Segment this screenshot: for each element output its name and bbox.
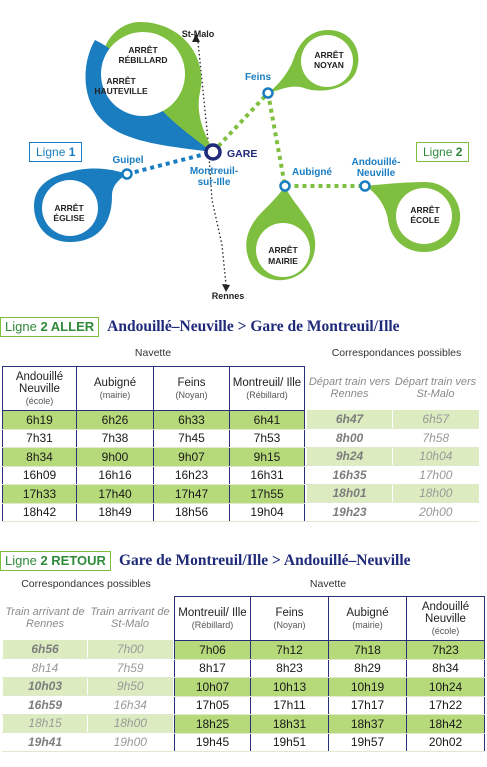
aller-nav-cell: 6h26 [77, 411, 154, 430]
aller-nav-header [77, 367, 154, 411]
railway-line [198, 42, 226, 285]
retour-corr-cell: 7h59 [88, 659, 173, 678]
aller-nav-header [3, 367, 77, 411]
aller-corr-cell: 7h58 [393, 429, 479, 448]
aller-corr-cell: 6h57 [393, 410, 479, 429]
station-gare [206, 145, 220, 159]
aller-corr-cell: 20h00 [393, 503, 479, 522]
aller-nav-cell: 6h41 [230, 411, 305, 430]
retour-nav-header-sub: (mairie) [352, 619, 383, 630]
aller-nav-header-sub: (école) [25, 395, 54, 406]
retour-nav-cell: 19h57 [329, 733, 407, 752]
retour-corr-header: Train arrivant de Rennes [5, 606, 85, 630]
aller-corr-row [307, 447, 479, 466]
aller-corr-cell: 10h04 [393, 447, 479, 466]
pin-rebillard-l2: RÉBILLARD [118, 55, 168, 65]
line1-tag-prefix: Ligne [36, 145, 66, 159]
retour-corr-cell: 18h15 [3, 714, 88, 733]
label-andouille-2: Neuville [356, 168, 396, 179]
aller-nav-cell: 18h56 [154, 503, 230, 522]
retour-corr-cell: 7h00 [88, 640, 173, 659]
label-guipel: Guipel [112, 155, 144, 166]
label-andouille-1: Andouillé- [351, 157, 401, 168]
retour-nav-row [175, 733, 485, 752]
retour-corr-row [3, 677, 173, 696]
pin-noyan-l2: NOYAN [314, 60, 344, 70]
pin-mairie-l2: MAIRIE [268, 256, 298, 266]
retour-nav-cell: 20h02 [407, 733, 485, 752]
retour-nav-cell: 17h22 [407, 696, 485, 715]
retour-nav-header [407, 597, 485, 641]
retour-nav-cell: 7h12 [251, 641, 329, 660]
aller-nav-cell: 6h19 [3, 411, 77, 430]
retour-nav-cell: 7h06 [175, 641, 251, 660]
pin-hauteville-l2: HAUTEVILLE [94, 86, 148, 96]
retour-nav-cell: 8h17 [175, 659, 251, 678]
aller-tag-bold: 2 ALLER [40, 319, 95, 334]
aller-navette-label: Navette [134, 347, 172, 359]
retour-nav-row [175, 696, 485, 715]
retour-nav-header [251, 597, 329, 641]
aller-nav-header-sub: (Rébillard) [246, 389, 288, 400]
pin-noyan-l1: ARRÊT [314, 50, 344, 60]
aller-nav-cell: 19h04 [230, 503, 305, 522]
aller-nav-cell: 16h23 [154, 466, 230, 485]
aller-nav-cell: 17h33 [3, 485, 77, 504]
retour-tag-prefix: Ligne [5, 553, 37, 568]
aller-nav-header [230, 367, 305, 411]
station-guipel [123, 170, 132, 179]
line1-tag [29, 142, 82, 162]
retour-nav-header-name: Montreuil/ Ille [178, 606, 247, 619]
retour-nav-cell: 10h19 [329, 678, 407, 697]
retour-header [0, 550, 411, 572]
aller-nav-cell: 9h07 [154, 448, 230, 467]
label-rennes: Rennes [211, 291, 245, 301]
retour-nav-header-name: Aubigné [346, 606, 389, 619]
station-feins [264, 89, 273, 98]
retour-tag-bold: 2 RETOUR [40, 553, 106, 568]
aller-nav-header-name: Feins [177, 376, 206, 389]
aller-nav-cell: 16h31 [230, 466, 305, 485]
label-montreuil-2: sur-Ille [197, 177, 231, 188]
retour-nav-cell: 17h05 [175, 696, 251, 715]
retour-corr-cell: 10h03 [3, 677, 88, 696]
aller-corr-label: Correspondances possibles [331, 347, 462, 359]
aller-nav-cell: 17h47 [154, 485, 230, 504]
retour-nav-cell: 18h25 [175, 715, 251, 734]
retour-nav-header-sub: (école) [431, 625, 460, 636]
retour-corr-cell: 9h50 [88, 677, 173, 696]
retour-nav-cell: 18h31 [251, 715, 329, 734]
retour-navette-table [174, 596, 485, 752]
retour-corr-row [3, 733, 173, 752]
aller-corr-cell: 18h00 [393, 484, 479, 503]
aller-nav-cell: 16h09 [3, 466, 77, 485]
retour-nav-cell: 18h37 [329, 715, 407, 734]
aller-corr-cell: 9h24 [307, 447, 393, 466]
retour-nav-cell: 18h42 [407, 715, 485, 734]
aller-corr-cell: 6h47 [307, 410, 393, 429]
retour-corr-header: Train arrivant de St-Malo [90, 606, 170, 630]
pin-ecole-l2: ÉCOLE [410, 215, 440, 225]
aller-corr-row [307, 484, 479, 503]
retour-corr-cell: 18h00 [88, 714, 173, 733]
retour-corr-cell: 6h56 [3, 640, 88, 659]
aller-nav-cell: 9h00 [77, 448, 154, 467]
retour-nav-cell: 17h17 [329, 696, 407, 715]
aller-corr-row [307, 429, 479, 448]
retour-nav-row [175, 715, 485, 734]
aller-nav-cell: 7h53 [230, 429, 305, 448]
aller-nav-header-name: Aubigné [93, 376, 137, 389]
retour-nav-cell: 19h51 [251, 733, 329, 752]
retour-nav-cell: 10h07 [175, 678, 251, 697]
retour-nav-cell: 10h24 [407, 678, 485, 697]
aller-nav-row [3, 503, 305, 522]
aller-nav-cell: 16h16 [77, 466, 154, 485]
retour-corr-cell: 16h34 [88, 696, 173, 715]
retour-nav-cell: 7h23 [407, 641, 485, 660]
label-aubigne: Aubigné [292, 167, 332, 178]
retour-nav-cell: 8h34 [407, 659, 485, 678]
aller-nav-cell: 18h42 [3, 503, 77, 522]
aller-corr-cell: 19h23 [307, 503, 393, 522]
label-st-malo: St-Malo [181, 29, 215, 39]
retour-navette-label: Navette [309, 578, 347, 590]
aller-nav-cell: 18h49 [77, 503, 154, 522]
retour-corr-row [3, 696, 173, 715]
aller-corr-header: Départ train vers St-Malo [394, 376, 477, 400]
aller-corr-cell: 17h00 [393, 466, 479, 485]
aller-nav-cell: 8h34 [3, 448, 77, 467]
retour-nav-cell: 17h11 [251, 696, 329, 715]
station-andouille [361, 182, 370, 191]
pin-rebillard-l1: ARRÊT [128, 45, 158, 55]
pin-eglise-l2: ÉGLISE [53, 213, 85, 223]
aller-tag [0, 317, 99, 337]
retour-nav-header [175, 597, 251, 641]
label-gare: GARE [227, 148, 258, 160]
retour-title: Gare de Montreuil/Ille > Andouillé–Neuville [118, 552, 411, 569]
retour-nav-header-name: Andouillé Neuville [421, 600, 470, 625]
aller-nav-row [3, 429, 305, 448]
line2-tag-prefix: Ligne [423, 145, 453, 159]
aller-nav-cell: 17h40 [77, 485, 154, 504]
aller-nav-row [3, 411, 305, 430]
aller-nav-row [3, 466, 305, 485]
retour-nav-header-name: Feins [275, 606, 304, 619]
aller-corr-cell: 8h00 [307, 429, 393, 448]
aller-nav-cell: 6h33 [154, 411, 230, 430]
retour-tag [0, 551, 111, 571]
aller-nav-header-name: Montreuil/ Ille [232, 376, 302, 389]
retour-nav-header [329, 597, 407, 641]
pin-eglise-l1: ARRÊT [54, 203, 84, 213]
line2-tag [416, 142, 469, 162]
retour-nav-cell: 7h18 [329, 641, 407, 660]
retour-nav-header-sub: (Rébillard) [191, 619, 234, 630]
line1-tag-num: 1 [68, 145, 76, 159]
retour-nav-row [175, 678, 485, 697]
aller-corr-cell: 18h01 [307, 484, 393, 503]
aller-nav-header [154, 367, 230, 411]
retour-nav-header-sub: (Noyan) [273, 619, 306, 630]
retour-nav-row [175, 641, 485, 660]
pin-ecole-l1: ARRÊT [410, 205, 440, 215]
aller-corr-row [307, 503, 479, 522]
aller-nav-row [3, 448, 305, 467]
aller-corr-row [307, 466, 479, 485]
retour-nav-cell: 10h13 [251, 678, 329, 697]
retour-nav-cell: 8h29 [329, 659, 407, 678]
retour-corr-cell: 8h14 [3, 659, 88, 678]
aller-corr-table [306, 366, 479, 522]
aller-nav-cell: 7h38 [77, 429, 154, 448]
aller-nav-cell: 9h15 [230, 448, 305, 467]
retour-corr-row [3, 640, 173, 659]
aller-nav-row [3, 485, 305, 504]
retour-corr-cell: 19h41 [3, 733, 88, 752]
aller-nav-header-name: Andouillé Neuville [15, 370, 64, 395]
retour-corr-cell: 16h59 [3, 696, 88, 715]
retour-corr-table [2, 596, 173, 752]
label-feins: Feins [244, 72, 272, 83]
line2-tag-num: 2 [455, 145, 463, 159]
aller-tag-prefix: Ligne [5, 319, 37, 334]
retour-corr-row [3, 659, 173, 678]
aller-nav-cell: 17h55 [230, 485, 305, 504]
pin-hauteville-l1: ARRÊT [106, 76, 136, 86]
retour-corr-row [3, 714, 173, 733]
pin-mairie-l1: ARRÊT [268, 245, 298, 255]
retour-nav-cell: 8h23 [251, 659, 329, 678]
aller-corr-row [307, 410, 479, 429]
aller-corr-header: Départ train vers Rennes [308, 376, 391, 400]
aller-corr-cell: 16h35 [307, 466, 393, 485]
retour-nav-row [175, 659, 485, 678]
retour-corr-cell: 19h00 [88, 733, 173, 752]
line2-route-a [213, 93, 268, 152]
aller-nav-header-sub: (Noyan) [175, 389, 208, 400]
aller-nav-cell: 7h31 [3, 429, 77, 448]
aller-title: Andouillé–Neuville > Gare de Montreuil/Ille [107, 318, 400, 335]
label-montreuil-1: Montreuil- [189, 166, 239, 177]
station-aubigne [281, 182, 290, 191]
aller-navette-table [2, 366, 305, 522]
aller-nav-cell: 7h45 [154, 429, 230, 448]
retour-corr-label: Correspondances possibles [21, 578, 151, 590]
aller-nav-header-sub: (mairie) [99, 389, 131, 400]
retour-nav-cell: 19h45 [175, 733, 251, 752]
aller-header [0, 316, 400, 338]
